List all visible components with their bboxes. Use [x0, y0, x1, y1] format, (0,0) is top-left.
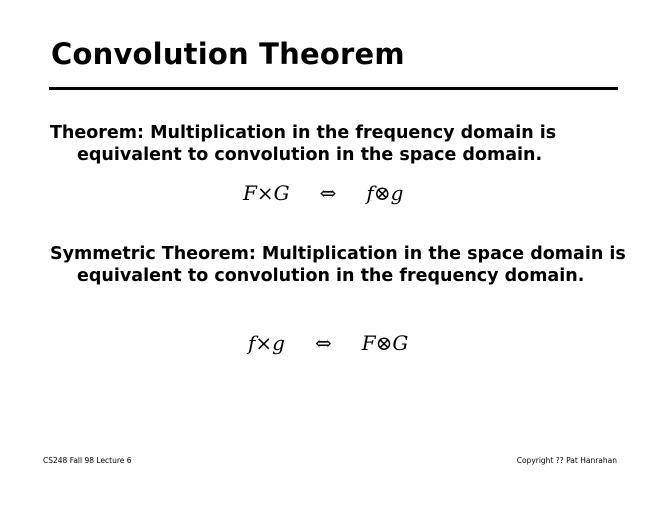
equation-term: G [273, 181, 290, 205]
equation-term: g [272, 331, 285, 355]
equivalence-arrow: ⇔ [319, 181, 337, 205]
symmetric-theorem-statement: Symmetric Theorem: Multiplication in the space domain is equivalent to convolution in the frequency domain. [50, 244, 626, 286]
theorem-equation [243, 183, 403, 203]
equation-term: F [361, 331, 376, 355]
convolution-operator: ⊗ [375, 331, 393, 355]
footer-course-label: CS248 Fall 98 Lecture 6 [43, 456, 132, 465]
multiply-operator: × [255, 331, 273, 355]
footer-copyright: Copyright ?? Pat Hanrahan [516, 456, 617, 465]
equation-term: f [366, 181, 374, 205]
symmetric-equation [248, 333, 408, 353]
convolution-operator: ⊗ [373, 181, 391, 205]
slide-title: Convolution Theorem [51, 37, 405, 71]
equation-term: g [390, 181, 404, 205]
title-divider [49, 87, 618, 90]
multiply-operator: × [256, 181, 274, 205]
equation-term: G [392, 331, 409, 355]
equation-term: F [243, 181, 257, 205]
theorem-statement: Theorem: Multiplication in the frequency domain is equivalent to convolution in the space domain. [50, 123, 557, 165]
equation-term: f [248, 331, 256, 355]
equivalence-arrow: ⇔ [314, 331, 332, 355]
